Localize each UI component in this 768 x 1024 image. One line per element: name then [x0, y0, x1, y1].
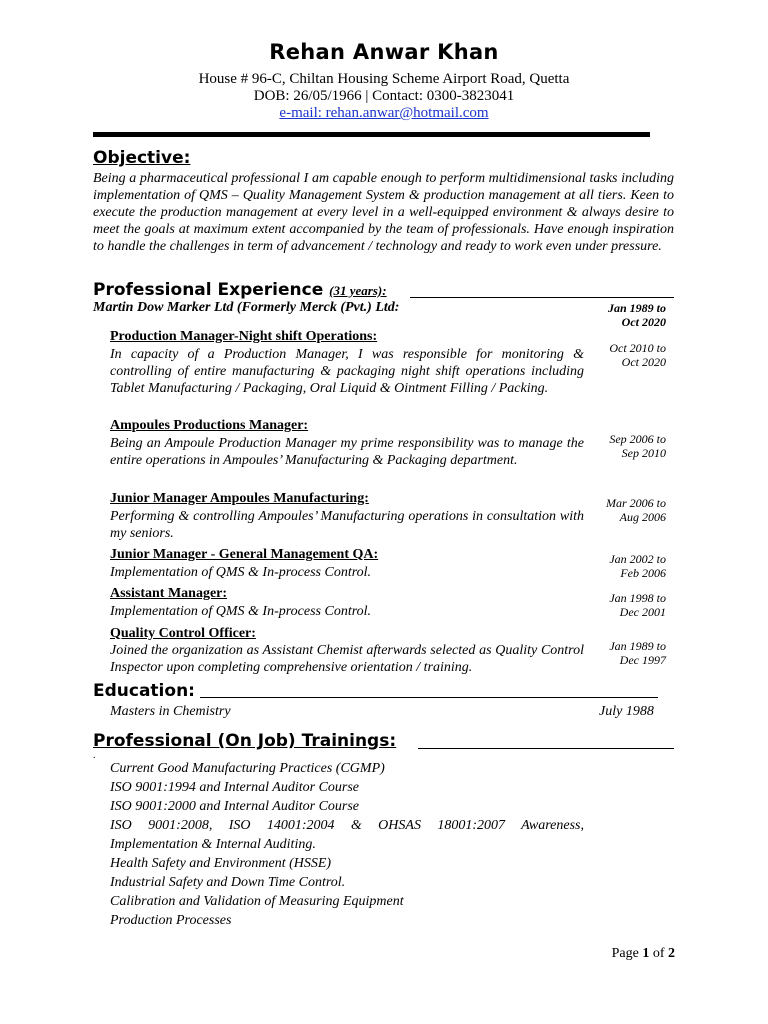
page-number: Page 1 of 2 — [611, 946, 675, 961]
education-date: July 1988 — [599, 704, 654, 719]
position-desc: Performing & controlling Ampoules’ Manufacturing operations in consultation with my seniors. — [110, 509, 584, 541]
position-title: Junior Manager - General Management QA: — [110, 547, 379, 562]
header-divider — [93, 132, 650, 137]
education-degree: Masters in Chemistry — [110, 704, 231, 719]
bullet-dot: . — [93, 750, 96, 761]
objective-text: Being a pharmaceutical professional I am capable enough to perform multidimensional tasks including implementation of QMS – Quality Management System & production management at all tiers. Keen to execute the production management at every level in a well-equipped environment & always desire to meet the goals at maximum extent accompanied by the team of professionals. Have enough inspiration to handle the challenges in term of advancement / technology and ready to work even under pressure. — [93, 171, 674, 254]
address-line: House # 96-C, Chiltan Housing Scheme Airport Road, Quetta — [198, 71, 570, 87]
experience-rule — [410, 297, 674, 298]
experience-title: Professional Experience — [93, 280, 324, 300]
training-item: ISO 9001:1994 and Internal Auditor Course — [110, 780, 360, 795]
training-item: Current Good Manufacturing Practices (CGMP) — [110, 761, 385, 776]
position-desc: Joined the organization as Assistant Chemist afterwards selected as Quality Control Inspector upon completing comprehensive orientation / training. — [110, 643, 584, 675]
trainings-list — [110, 759, 584, 930]
position-title: Quality Control Officer: — [110, 626, 256, 641]
trainings-rule — [418, 748, 674, 749]
position-dates: Sep 2006 to Sep 2010 — [609, 432, 666, 460]
objective-heading: Objective: — [93, 148, 191, 168]
position-title: Ampoules Productions Manager: — [110, 418, 309, 433]
training-item: ISO 9001:2008, ISO 14001:2004 & OHSAS 18001:2007 Awareness, Implementation & Internal Auditing. — [110, 818, 584, 852]
training-item: Health Safety and Environment (HSSE) — [110, 856, 332, 871]
position-dates: Mar 2006 to Aug 2006 — [606, 496, 666, 524]
training-item: Industrial Safety and Down Time Control. — [110, 875, 346, 890]
position-desc: In capacity of a Production Manager, I was responsible for monitoring & controlling of entire manufacturing & packaging night shift operations including Tablet Manufacturing / Packaging, Oral Liquid & Ointment Filling / Packing. — [110, 347, 584, 396]
training-item: Calibration and Validation of Measuring Equipment — [110, 894, 404, 909]
education-heading: Education: — [93, 681, 195, 701]
position-dates: Jan 2002 to Feb 2006 — [609, 552, 666, 580]
experience-years: (31 years): — [329, 283, 387, 298]
email-link[interactable]: e-mail: rehan.anwar@hotmail.com — [279, 105, 489, 121]
trainings-heading: Professional (On Job) Trainings: — [93, 731, 397, 751]
experience-heading — [93, 280, 387, 300]
dob-contact-line: DOB: 26/05/1966 | Contact: 0300-3823041 — [253, 88, 515, 104]
education-rule — [200, 697, 658, 698]
position-dates: Oct 2010 to Oct 2020 — [609, 341, 666, 369]
position-title: Junior Manager Ampoules Manufacturing: — [110, 491, 369, 506]
position-desc: Implementation of QMS & In-process Control. — [110, 604, 372, 619]
company-name: Martin Dow Marker Ltd (Formerly Merck (Pvt.) Ltd: — [93, 300, 400, 315]
position-title: Assistant Manager: — [110, 586, 228, 601]
position-dates: Jan 1989 to Dec 1997 — [609, 639, 666, 667]
position-dates: Jan 1998 to Dec 2001 — [609, 591, 666, 619]
company-dates: Jan 1989 to Oct 2020 — [607, 301, 666, 329]
candidate-name: Rehan Anwar Khan — [269, 40, 499, 64]
position-desc: Being an Ampoule Production Manager my prime responsibility was to manage the entire operations in Ampoules’ Manufacturing & Packaging department. — [110, 436, 584, 468]
training-item: ISO 9001:2000 and Internal Auditor Course — [110, 799, 360, 814]
position-title: Production Manager-Night shift Operations: — [110, 329, 378, 344]
training-item: Production Processes — [110, 913, 232, 928]
position-desc: Implementation of QMS & In-process Control. — [110, 565, 372, 580]
